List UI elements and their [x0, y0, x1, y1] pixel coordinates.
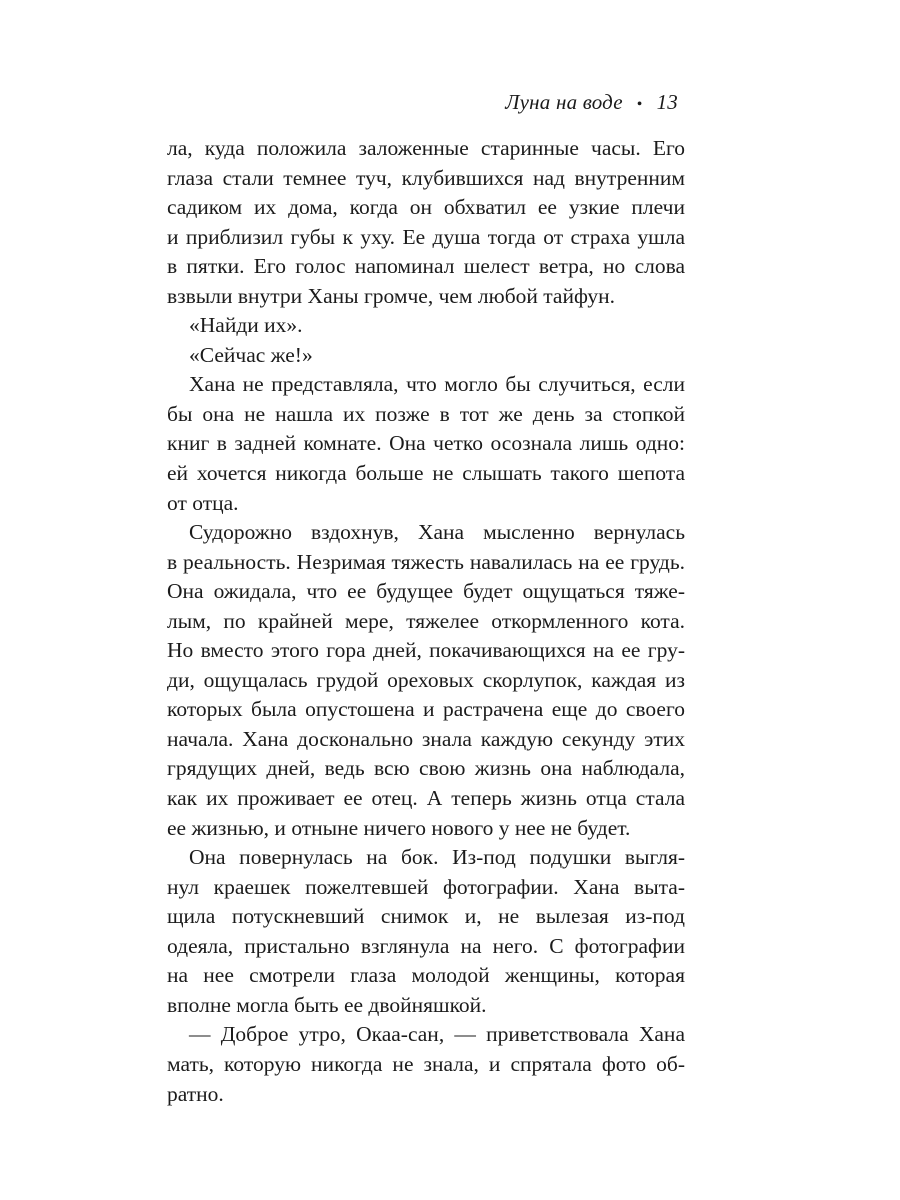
- text-line: взвыли внутри Ханы громче, чем любой тайфун.: [167, 283, 615, 308]
- text-line: книг в задней комнате. Она четко осознала лишь одно:: [167, 431, 685, 456]
- text-line: как их проживает ее отец. А теперь жизнь отца стала: [167, 786, 685, 811]
- text-line: бы она не нашла их позже в тот же день за стопкой: [167, 401, 685, 426]
- text-line: Хана не представляла, что могло бы случиться, если: [189, 372, 685, 397]
- text-line: в реальность. Незримая тяжесть навалилась на ее грудь.: [167, 549, 685, 574]
- book-title: Луна на воде: [505, 90, 623, 114]
- text-line: ей хочется никогда больше не слышать такого шепота: [167, 461, 685, 486]
- text-line: Но вместо этого гора дней, покачивающихся на ее гру-: [167, 638, 685, 663]
- text-line: «Сейчас же!»: [189, 342, 313, 367]
- text-line: садиком их дома, когда он обхватил ее узкие плечи: [167, 195, 685, 220]
- body-text: [167, 134, 685, 1109]
- text-line: «Найди их».: [189, 313, 303, 338]
- text-line: ла, куда положила заложенные старинные часы. Его: [167, 136, 685, 160]
- text-line: Она ожидала, что ее будущее будет ощущаться тяже-: [167, 579, 685, 604]
- text-line: одеяла, пристально взглянула на него. С фотографии: [167, 933, 685, 958]
- text-line: мать, которую никогда не знала, и спрятала фото об-: [167, 1051, 685, 1076]
- header-separator: •: [636, 96, 643, 113]
- text-line: в пятки. Его голос напоминал шелест ветра, но слова: [167, 254, 685, 279]
- running-head: [505, 90, 678, 115]
- text-line: лым, по крайней мере, тяжелее откормленного кота.: [167, 608, 685, 633]
- text-line: нул краешек пожелтевшей фотографии. Хана выта-: [167, 874, 685, 899]
- text-line: ратно.: [167, 1081, 224, 1106]
- text-line: начала. Хана досконально знала каждую секунду этих: [167, 726, 685, 751]
- text-line: глаза стали темнее туч, клубившихся над внутренним: [167, 165, 685, 190]
- text-line: от отца.: [167, 490, 239, 515]
- text-line: и приблизил губы к уху. Ее душа тогда от страха ушла: [167, 224, 685, 249]
- text-line: Судорожно вздохнув, Хана мысленно вернулась: [189, 520, 685, 545]
- text-line: на нее смотрели глаза молодой женщины, которая: [167, 963, 685, 988]
- text-line: — Доброе утро, Окаа-сан, — приветствовала Хана: [189, 1022, 685, 1047]
- text-line: Она повернулась на бок. Из-под подушки выгля-: [189, 845, 685, 870]
- text-line: вполне могла быть ее двойняшкой.: [167, 992, 487, 1017]
- page-number: 13: [656, 90, 678, 114]
- text-line: грядущих дней, ведь всю свою жизнь она наблюдала,: [167, 756, 685, 781]
- text-line: ди, ощущалась грудой ореховых скорлупок, каждая из: [167, 667, 685, 692]
- text-line: щила потускневший снимок и, не вылезая из-под: [167, 904, 685, 929]
- text-line: ее жизнью, и отныне ничего нового у нее не будет.: [167, 815, 631, 840]
- text-line: которых была опустошена и растрачена еще до своего: [167, 697, 685, 722]
